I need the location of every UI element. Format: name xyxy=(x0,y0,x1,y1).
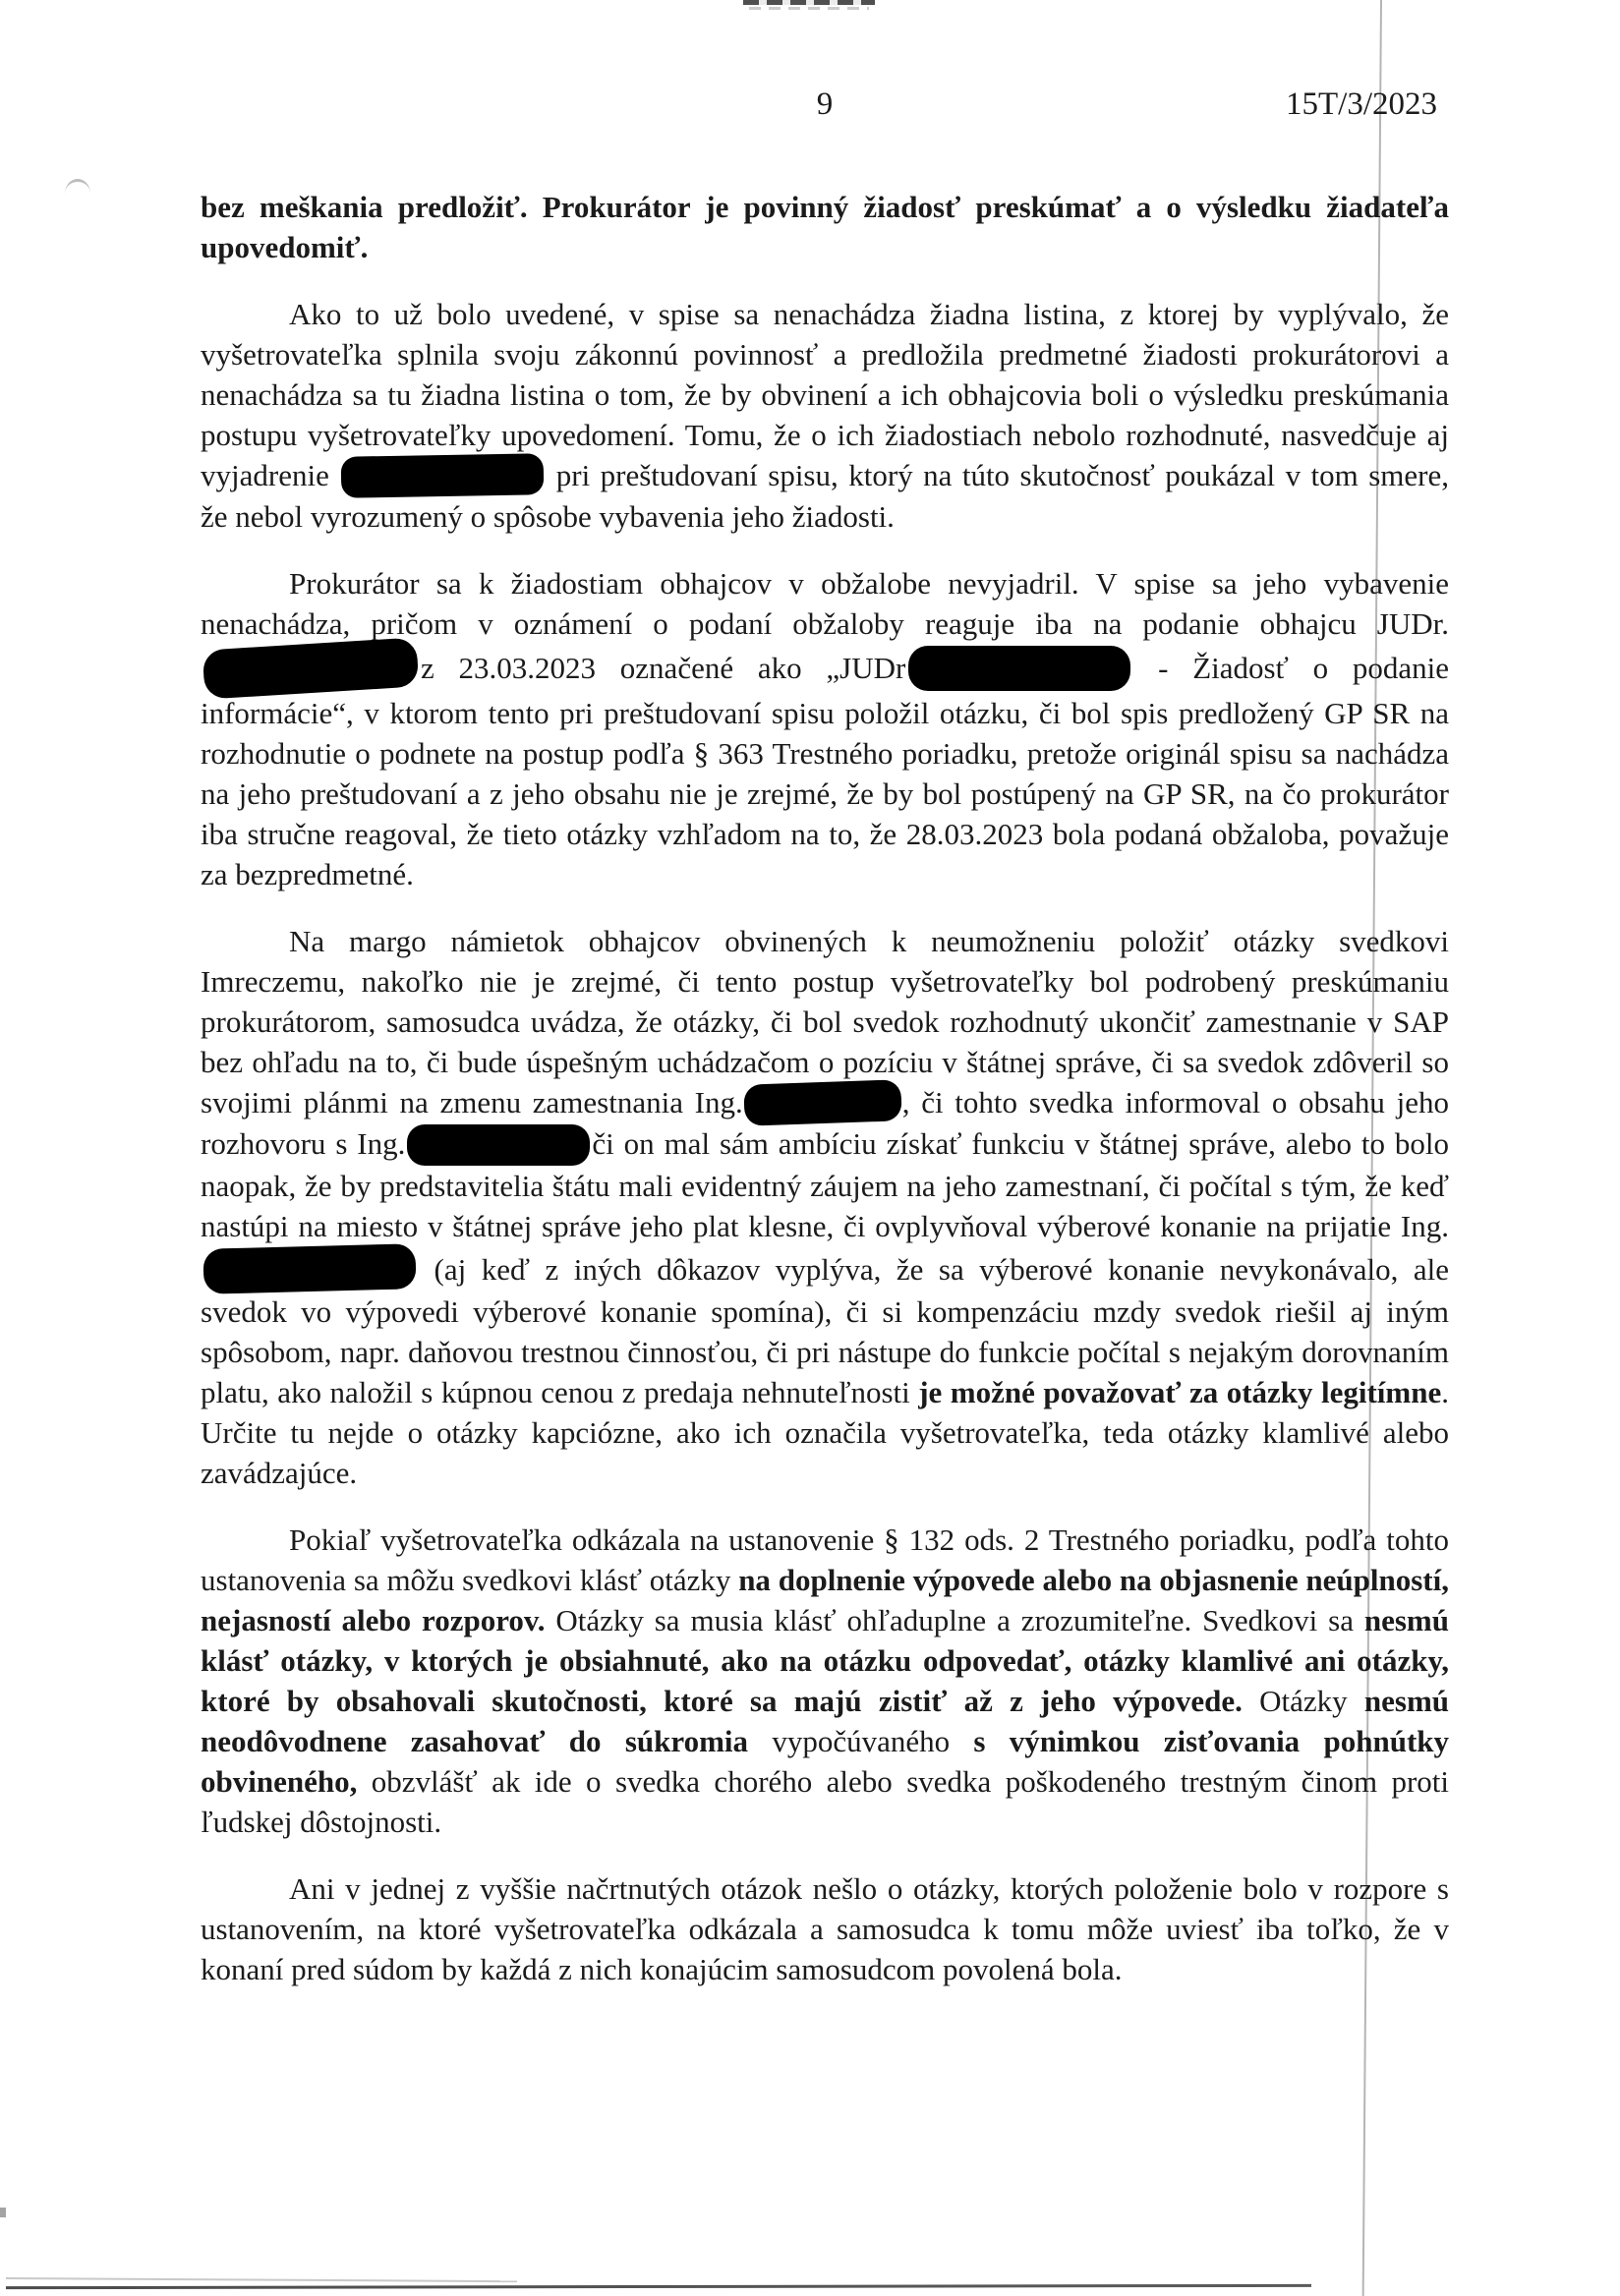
paragraph-text: Otázky sa musia klásť ohľaduplne a zrozumiteľne. Svedkovi sa xyxy=(555,1603,1354,1637)
redaction-bar xyxy=(341,453,545,498)
document-body xyxy=(201,187,1449,2016)
paragraph xyxy=(201,1868,1449,1989)
scan-artifact-left-tick xyxy=(0,2208,6,2217)
paragraph-text: či on mal sám ambíciu získať funkciu v štátnej správe, alebo to bolo naopak, že by predstavitelia štátu mali evidentný záujem na jeho zamestnaní, či počítal s tým, že keď nastúpi na miesto v štátnej správe jeho plat klesne, či ovplyvňoval výberové konanie na prijatie Ing. xyxy=(201,1126,1450,1243)
redaction-bar xyxy=(202,1243,416,1294)
paragraph-continuation xyxy=(201,187,1449,267)
scan-artifact-arc-smudge xyxy=(65,179,90,194)
redaction-bar xyxy=(908,646,1130,691)
scan-artifact-top-smudge-2 xyxy=(749,7,869,10)
paragraph-text: (aj keď z iných dôkazov vyplýva, že sa výberové konanie nevykonávalo, ale svedok vo výpovedi výberové konanie spomína), či si kompenzáciu mzdy svedok riešil aj iným spôsobom, napr. daňovou trestnou činnosťou, či pri nástupe do funkcie počítal s nejakým dorovnaním platu, ako naložil s kúpnou cenou z predaja nehnuteľnosti xyxy=(201,1252,1449,1409)
redaction-bar xyxy=(743,1079,901,1126)
scan-artifact-bottom-line xyxy=(6,2284,1311,2289)
paragraph-text: Na margo námietok obhajcov obvinených k neumožneniu položiť otázky svedkovi Imreczemu, nakoľko nie je zrejmé, či tento postup vyšetrovateľky bol podrobený preskúmaniu prokurátorom, samosudca uvádza, že otázky, či bol svedok rozhodnutý ukončiť zamestnanie v SAP bez ohľadu na to, či bude úspešným uchádzačom o pozíciu v štátnej správe, či sa svedok zdôveril so svojimi plánmi na zmenu zamestnania Ing. xyxy=(201,924,1449,1119)
paragraph-text: . Určite tu nejde o otázky kapciózne, ako ich označila vyšetrovateľka, teda otázky klamlivé alebo zavádzajúce. xyxy=(201,1375,1449,1490)
paragraph-text: - Žiadosť o podanie informácie“, v ktorom tento pri preštudovaní spisu položil otázku, či bol spis predložený GP SR na rozhodnutie o podnete na postup podľa § 363 Trestného poriadku, pretože originál spisu sa nachádza na jeho preštudovaní a z jeho obsahu nie je zrejmé, že by bol postúpený na GP SR, na čo prokurátor iba stručne reagoval, že tieto otázky vzhľadom na to, že 28.03.2023 bola podaná obžaloba, považuje za bezpredmetné. xyxy=(201,651,1449,891)
redaction-bar xyxy=(407,1124,590,1166)
paragraph xyxy=(201,1520,1449,1842)
paragraph xyxy=(201,921,1449,1493)
paragraph-text: , či tohto svedka informoval o obsahu jeho rozhovoru s Ing. xyxy=(201,1085,1450,1161)
paragraph-text: Ako to už bolo uvedené, v spise sa nenachádza žiadna listina, z ktorej by vyplývalo, že vyšetrovateľka splnila svoju zákonnú povinnosť a predložila predmetné žiadosti prokurátorovi a nenachádza sa tu žiadna listina o tom, že by obvinení a ich obhajcovia boli o výsledku preskúmania postupu vyšetrovateľky upovedomení. Tomu, že o ich žiadostiach nebolo rozhodnuté, nasvedčuje aj vyjadrenie xyxy=(201,297,1449,492)
scan-artifact-bottom-line-2 xyxy=(6,2277,517,2282)
paragraph-text-bold: na doplnenie výpovede alebo na objasnenie neúplností, nejasností alebo rozporov. xyxy=(201,1563,1449,1637)
paragraph-text-bold: nesmú neodôvodnene zasahovať do súkromia xyxy=(201,1684,1450,1758)
case-number: 15T/3/2023 xyxy=(1286,86,1437,122)
paragraph-text-bold: s výnimkou zisťovania pohnútky obvineného, xyxy=(201,1724,1450,1799)
paragraph-text: pri preštudovaní spisu, ktorý na túto skutočnosť poukázal v tom smere, že nebol vyrozumený o spôsobe vybavenia jeho žiadosti. xyxy=(201,458,1450,534)
redaction-bar xyxy=(202,637,420,699)
paragraph-text: vypočúvaného xyxy=(772,1724,951,1758)
paragraph-text-bold: je možné považovať za otázky legitímne xyxy=(918,1375,1442,1409)
paragraph xyxy=(201,294,1449,537)
paragraph-text: Prokurátor sa k žiadostiam obhajcov v obžalobe nevyjadril. V spise sa jeho vybavenie nenachádza, pričom v oznámení o podaní obžaloby reaguje iba na podanie obhajcu JUDr. xyxy=(201,566,1449,641)
paragraph-text: obzvlášť ak ide o svedka chorého alebo svedka poškodeného trestným činom proti ľudskej dôstojnosti. xyxy=(201,1764,1450,1839)
paragraph-text: Otázky xyxy=(1259,1684,1348,1718)
paragraph-text: Ani v jednej z vyššie načrtnutých otázok nešlo o otázky, ktorých položenie bolo v rozpore s ustanovením, na ktoré vyšetrovateľka odkázala a samosudca k tomu môže uviesť iba toľko, že v konaní pred súdom by každá z nich konajúcim samosudcom povolená bola. xyxy=(201,1871,1449,1986)
paragraph-text: z 23.03.2023 označené ako „JUDr xyxy=(421,651,906,685)
paragraph-text-bold: nesmú klásť otázky, v ktorých je obsiahnuté, ako na otázku odpovedať, otázky klamlivé ani otázky, ktoré by obsahovali skutočnosti, ktoré sa majú zistiť až z jeho výpovede. xyxy=(201,1603,1449,1718)
paragraph-text: Pokiaľ vyšetrovateľka odkázala na ustanovenie § 132 ods. 2 Trestného poriadku, podľa tohto ustanovenia sa môžu svedkovi klásť otázky xyxy=(201,1522,1449,1597)
paragraph xyxy=(201,563,1449,894)
scan-artifact-top-smudge xyxy=(743,0,875,5)
page-number: 9 xyxy=(816,86,834,122)
paragraph-text: bez meškania predložiť. Prokurátor je povinný žiadosť preskúmať a o výsledku žiadateľa upovedomiť. xyxy=(201,190,1449,264)
